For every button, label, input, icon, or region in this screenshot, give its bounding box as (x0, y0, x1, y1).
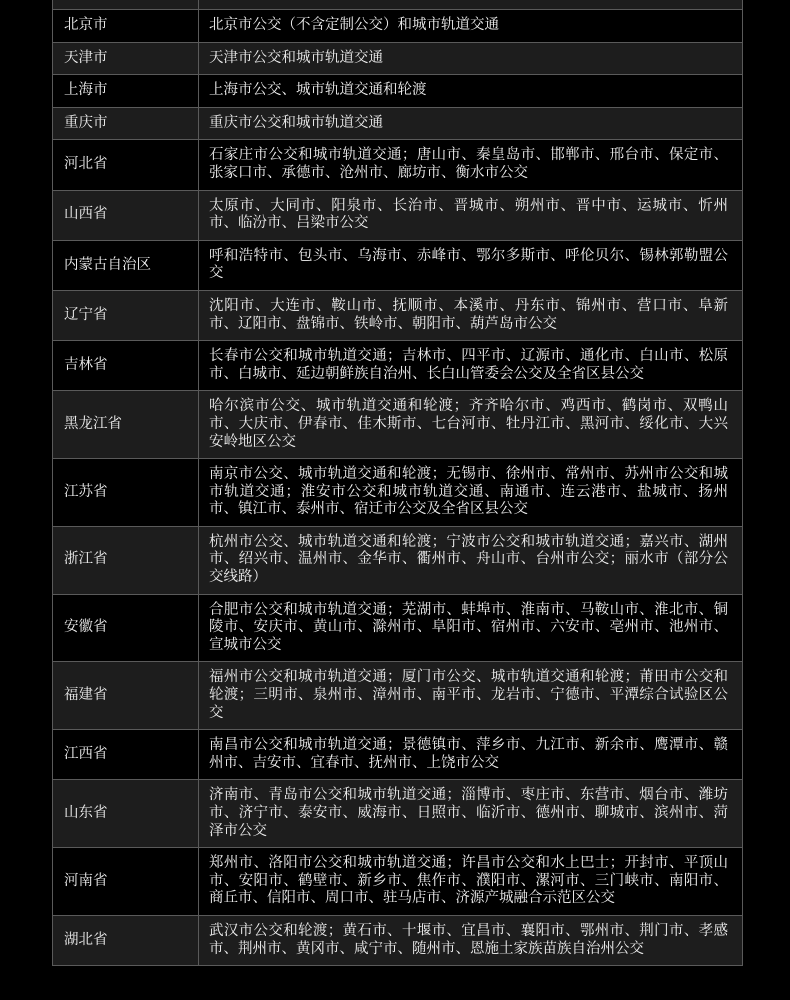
cities-cell (199, 0, 743, 10)
table-row (53, 594, 743, 662)
cities-cell: 武汉市公交和轮渡；黄石市、十堰市、宜昌市、襄阳市、鄂州市、荆门市、孝感市、荆州市、黄冈市、咸宁市、随州市、恩施土家族苗族自治州公交 (199, 915, 743, 965)
cities-cell: 北京市公交（不含定制公交）和城市轨道交通 (199, 10, 743, 43)
province-cell: 福建省 (53, 662, 199, 730)
province-cell: 内蒙古自治区 (53, 240, 199, 290)
cities-cell: 福州市公交和城市轨道交通；厦门市公交、城市轨道交通和轮渡；莆田市公交和轮渡；三明市、泉州市、漳州市、南平市、龙岩市、宁德市、平潭综合试验区公交 (199, 662, 743, 730)
cities-cell: 长春市公交和城市轨道交通；吉林市、四平市、辽源市、通化市、白山市、松原市、白城市、延边朝鲜族自治州、长白山管委会公交及全省区县公交 (199, 341, 743, 391)
cities-cell: 郑州市、洛阳市公交和城市轨道交通；许昌市公交和水上巴士；开封市、平顶山市、安阳市、鹤壁市、新乡市、焦作市、濮阳市、漯河市、三门峡市、南阳市、商丘市、信阳市、周口市、驻马店市、济源产城融合示范区公交 (199, 848, 743, 916)
table-row-stub (53, 0, 743, 10)
cities-cell: 杭州市公交、城市轨道交通和轮渡；宁波市公交和城市轨道交通；嘉兴市、湖州市、绍兴市、温州市、金华市、衢州市、舟山市、台州市公交；丽水市（部分公交线路） (199, 526, 743, 594)
transit-coverage-table (52, 0, 743, 966)
table-row (53, 391, 743, 459)
province-cell: 江西省 (53, 730, 199, 780)
province-cell: 河南省 (53, 848, 199, 916)
cities-cell: 石家庄市公交和城市轨道交通；唐山市、秦皇岛市、邯郸市、邢台市、保定市、张家口市、承德市、沧州市、廊坊市、衡水市公交 (199, 140, 743, 190)
table-row (53, 459, 743, 527)
province-cell: 北京市 (53, 10, 199, 43)
province-cell: 浙江省 (53, 526, 199, 594)
province-cell: 山东省 (53, 780, 199, 848)
province-cell: 江苏省 (53, 459, 199, 527)
province-cell: 安徽省 (53, 594, 199, 662)
table-row (53, 341, 743, 391)
province-cell: 天津市 (53, 42, 199, 75)
cities-cell: 天津市公交和城市轨道交通 (199, 42, 743, 75)
cities-cell: 太原市、大同市、阳泉市、长治市、晋城市、朔州市、晋中市、运城市、忻州市、临汾市、吕梁市公交 (199, 190, 743, 240)
province-cell: 河北省 (53, 140, 199, 190)
table-row (53, 290, 743, 340)
province-cell: 辽宁省 (53, 290, 199, 340)
province-cell: 吉林省 (53, 341, 199, 391)
table-row (53, 526, 743, 594)
table-row (53, 240, 743, 290)
table-row (53, 780, 743, 848)
cities-cell: 合肥市公交和城市轨道交通；芜湖市、蚌埠市、淮南市、马鞍山市、淮北市、铜陵市、安庆市、黄山市、滁州市、阜阳市、宿州市、六安市、亳州市、池州市、宣城市公交 (199, 594, 743, 662)
transit-coverage-table-container (52, 0, 742, 966)
province-cell: 上海市 (53, 75, 199, 108)
cities-cell: 上海市公交、城市轨道交通和轮渡 (199, 75, 743, 108)
table-row (53, 140, 743, 190)
cities-cell: 哈尔滨市公交、城市轨道交通和轮渡；齐齐哈尔市、鸡西市、鹤岗市、双鸭山市、大庆市、伊春市、佳木斯市、七台河市、牡丹江市、黑河市、绥化市、大兴安岭地区公交 (199, 391, 743, 459)
table-row (53, 662, 743, 730)
table-row (53, 190, 743, 240)
province-cell: 重庆市 (53, 107, 199, 140)
table-row (53, 75, 743, 108)
province-cell: 湖北省 (53, 915, 199, 965)
table-row (53, 730, 743, 780)
cities-cell: 重庆市公交和城市轨道交通 (199, 107, 743, 140)
table-row (53, 848, 743, 916)
province-cell: 黑龙江省 (53, 391, 199, 459)
cities-cell: 沈阳市、大连市、鞍山市、抚顺市、本溪市、丹东市、锦州市、营口市、阜新市、辽阳市、盘锦市、铁岭市、朝阳市、葫芦岛市公交 (199, 290, 743, 340)
province-cell (53, 0, 199, 10)
table-row (53, 10, 743, 43)
table-row (53, 915, 743, 965)
cities-cell: 南京市公交、城市轨道交通和轮渡；无锡市、徐州市、常州市、苏州市公交和城市轨道交通；淮安市公交和城市轨道交通、南通市、连云港市、盐城市、扬州市、镇江市、泰州市、宿迁市公交及全省区县公交 (199, 459, 743, 527)
cities-cell: 南昌市公交和城市轨道交通；景德镇市、萍乡市、九江市、新余市、鹰潭市、赣州市、吉安市、宜春市、抚州市、上饶市公交 (199, 730, 743, 780)
cities-cell: 呼和浩特市、包头市、乌海市、赤峰市、鄂尔多斯市、呼伦贝尔、锡林郭勒盟公交 (199, 240, 743, 290)
table-body (53, 0, 743, 966)
cities-cell: 济南市、青岛市公交和城市轨道交通；淄博市、枣庄市、东营市、烟台市、潍坊市、济宁市、泰安市、威海市、日照市、临沂市、德州市、聊城市、滨州市、菏泽市公交 (199, 780, 743, 848)
table-row (53, 107, 743, 140)
table-row (53, 42, 743, 75)
province-cell: 山西省 (53, 190, 199, 240)
